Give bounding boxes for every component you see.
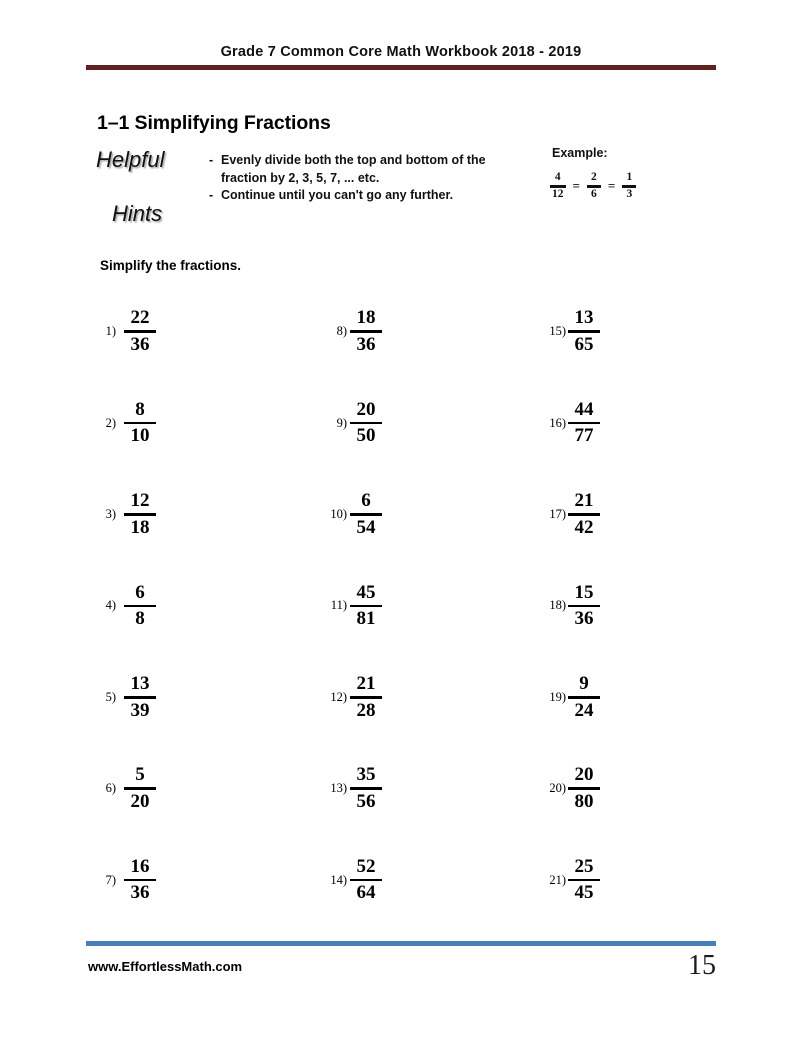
problem-number: 14) (330, 872, 347, 887)
page-header (86, 44, 716, 70)
problem-item (86, 377, 306, 468)
problem-number: 21) (549, 872, 566, 887)
fraction-numerator: 22 (130, 307, 150, 329)
problem-number: 8) (336, 324, 347, 339)
problem-fraction (568, 583, 600, 629)
fraction-bar (568, 422, 600, 425)
problem-item (306, 834, 526, 925)
problem-fraction (124, 583, 156, 629)
problem-number: 17) (549, 506, 566, 521)
fraction-denominator: 36 (130, 882, 150, 904)
problem-item (86, 286, 306, 377)
fraction-denominator: 20 (130, 790, 150, 812)
fraction-numerator: 6 (135, 581, 145, 603)
problem-number: 6) (105, 781, 116, 796)
fraction-denominator: 10 (130, 425, 150, 447)
problem-item (306, 286, 526, 377)
fraction-denominator: 36 (356, 333, 376, 355)
problem-item (526, 377, 726, 468)
example-fraction (550, 172, 566, 201)
problems-grid (86, 286, 726, 926)
example-fraction (622, 172, 636, 201)
hint-text: Evenly divide both the top and bottom of the fraction by 2, 3, 5, 7, ... etc. (221, 153, 486, 185)
fraction-bar (124, 422, 156, 425)
fraction-denominator: 77 (574, 425, 594, 447)
problem-fraction (568, 491, 600, 537)
problem-number: 9) (336, 415, 347, 430)
hint-text: Continue until you can't go any further. (221, 188, 454, 202)
fraction-denominator: 6 (591, 188, 597, 201)
problem-item (86, 469, 306, 560)
equals-sign: = (607, 178, 616, 194)
fraction-numerator: 44 (574, 398, 594, 420)
fraction-bar (568, 513, 600, 516)
fraction-numerator: 35 (356, 764, 376, 786)
fraction-denominator: 28 (356, 699, 376, 721)
problem-fraction (350, 400, 382, 446)
fraction-numerator: 12 (130, 490, 150, 512)
fraction-numerator: 15 (574, 581, 594, 603)
fraction-denominator: 12 (552, 188, 564, 201)
problem-number: 10) (330, 506, 347, 521)
problem-item (526, 743, 726, 834)
problem-fraction (350, 491, 382, 537)
fraction-bar (124, 513, 156, 516)
fraction-bar (124, 879, 156, 882)
fraction-denominator: 3 (626, 188, 633, 201)
fraction-numerator: 4 (554, 171, 561, 183)
fraction-bar (350, 879, 382, 882)
problem-item (526, 469, 726, 560)
problem-number: 3) (105, 506, 116, 521)
fraction-denominator: 45 (574, 882, 594, 904)
problem-fraction (124, 308, 156, 354)
problem-item (86, 652, 306, 743)
fraction-numerator: 13 (130, 673, 150, 695)
fraction-denominator: 81 (356, 608, 376, 630)
fraction-numerator: 6 (361, 490, 371, 512)
hints-list (209, 152, 529, 205)
fraction-bar (568, 787, 600, 790)
problem-fraction (350, 308, 382, 354)
problem-fraction (124, 857, 156, 903)
fraction-numerator: 8 (135, 398, 145, 420)
problem-fraction (124, 674, 156, 720)
instruction-text: Simplify the fractions. (100, 258, 242, 273)
fraction-bar (568, 605, 600, 608)
problem-item (526, 560, 726, 651)
hint-item (209, 152, 529, 187)
fraction-bar (350, 605, 382, 608)
problem-number: 5) (105, 689, 116, 704)
fraction-numerator: 20 (356, 398, 376, 420)
fraction-numerator: 1 (626, 171, 633, 183)
fraction-numerator: 13 (574, 307, 594, 329)
fraction-numerator: 25 (574, 855, 594, 877)
problem-item (306, 652, 526, 743)
bullet-dash-icon: - (209, 153, 214, 167)
fraction-bar (350, 330, 382, 333)
problem-item (86, 560, 306, 651)
fraction-numerator: 20 (574, 764, 594, 786)
problem-fraction (568, 400, 600, 446)
fraction-numerator: 52 (356, 855, 376, 877)
problem-fraction (350, 583, 382, 629)
problem-item (306, 377, 526, 468)
problem-number: 7) (105, 872, 116, 887)
fraction-bar (124, 330, 156, 333)
problem-fraction (568, 857, 600, 903)
fraction-bar (350, 787, 382, 790)
fraction-numerator: 18 (356, 307, 376, 329)
problem-item (306, 469, 526, 560)
problem-fraction (350, 765, 382, 811)
fraction-numerator: 2 (591, 171, 597, 183)
fraction-denominator: 36 (130, 333, 150, 355)
fraction-numerator: 5 (135, 764, 145, 786)
example-block (538, 146, 714, 201)
problem-number: 4) (105, 598, 116, 613)
fraction-bar (124, 696, 156, 699)
problem-item (86, 834, 306, 925)
bullet-dash-icon: - (209, 188, 214, 202)
footer-divider (86, 941, 716, 946)
fraction-denominator: 36 (574, 608, 594, 630)
problem-item (306, 560, 526, 651)
fraction-denominator: 54 (356, 516, 376, 538)
problem-fraction (568, 308, 600, 354)
fraction-bar (124, 605, 156, 608)
problem-item (526, 652, 726, 743)
header-title: Grade 7 Common Core Math Workbook 2018 - 2019 (220, 44, 582, 60)
fraction-numerator: 21 (356, 673, 376, 695)
problem-number: 18) (549, 598, 566, 613)
fraction-denominator: 80 (574, 790, 594, 812)
fraction-denominator: 42 (574, 516, 594, 538)
fraction-bar (350, 696, 382, 699)
fraction-denominator: 64 (356, 882, 376, 904)
fraction-denominator: 39 (130, 699, 150, 721)
fraction-numerator: 16 (130, 855, 150, 877)
problem-fraction (350, 674, 382, 720)
problem-number: 13) (330, 781, 347, 796)
fraction-numerator: 9 (579, 673, 589, 695)
fraction-bar (568, 879, 600, 882)
fraction-denominator: 8 (135, 608, 145, 630)
problem-number: 19) (549, 689, 566, 704)
hints-label: Hints (112, 201, 163, 226)
problem-fraction (124, 491, 156, 537)
fraction-denominator: 56 (356, 790, 376, 812)
fraction-numerator: 21 (574, 490, 594, 512)
page-number: 15 (688, 950, 716, 981)
fraction-denominator: 18 (130, 516, 150, 538)
problem-fraction (124, 400, 156, 446)
hint-item (209, 187, 529, 205)
problem-item (306, 743, 526, 834)
fraction-bar (124, 787, 156, 790)
problem-number: 2) (105, 415, 116, 430)
problem-item (526, 286, 726, 377)
header-divider (86, 65, 716, 70)
fraction-denominator: 65 (574, 333, 594, 355)
equals-sign: = (572, 178, 580, 194)
helpful-label: Helpful (96, 147, 165, 172)
example-fraction (587, 172, 601, 201)
problem-number: 20) (549, 781, 566, 796)
problem-number: 16) (549, 415, 566, 430)
problem-fraction (568, 765, 600, 811)
problem-fraction (124, 765, 156, 811)
problem-number: 11) (330, 598, 347, 613)
fraction-bar (568, 330, 600, 333)
example-equation (538, 172, 714, 201)
footer-website: www.EffortlessMath.com (88, 959, 243, 974)
problem-number: 1) (105, 324, 116, 339)
problem-number: 12) (330, 689, 347, 704)
section-title: 1–1 Simplifying Fractions (97, 112, 331, 134)
fraction-bar (350, 422, 382, 425)
fraction-denominator: 50 (356, 425, 376, 447)
fraction-bar (350, 513, 382, 516)
problem-item (86, 743, 306, 834)
fraction-bar (568, 696, 600, 699)
fraction-numerator: 45 (356, 581, 376, 603)
problem-fraction (568, 674, 600, 720)
example-label: Example: (552, 146, 608, 160)
problem-fraction (350, 857, 382, 903)
problem-item (526, 834, 726, 925)
fraction-denominator: 24 (574, 699, 594, 721)
problem-number: 15) (549, 324, 566, 339)
